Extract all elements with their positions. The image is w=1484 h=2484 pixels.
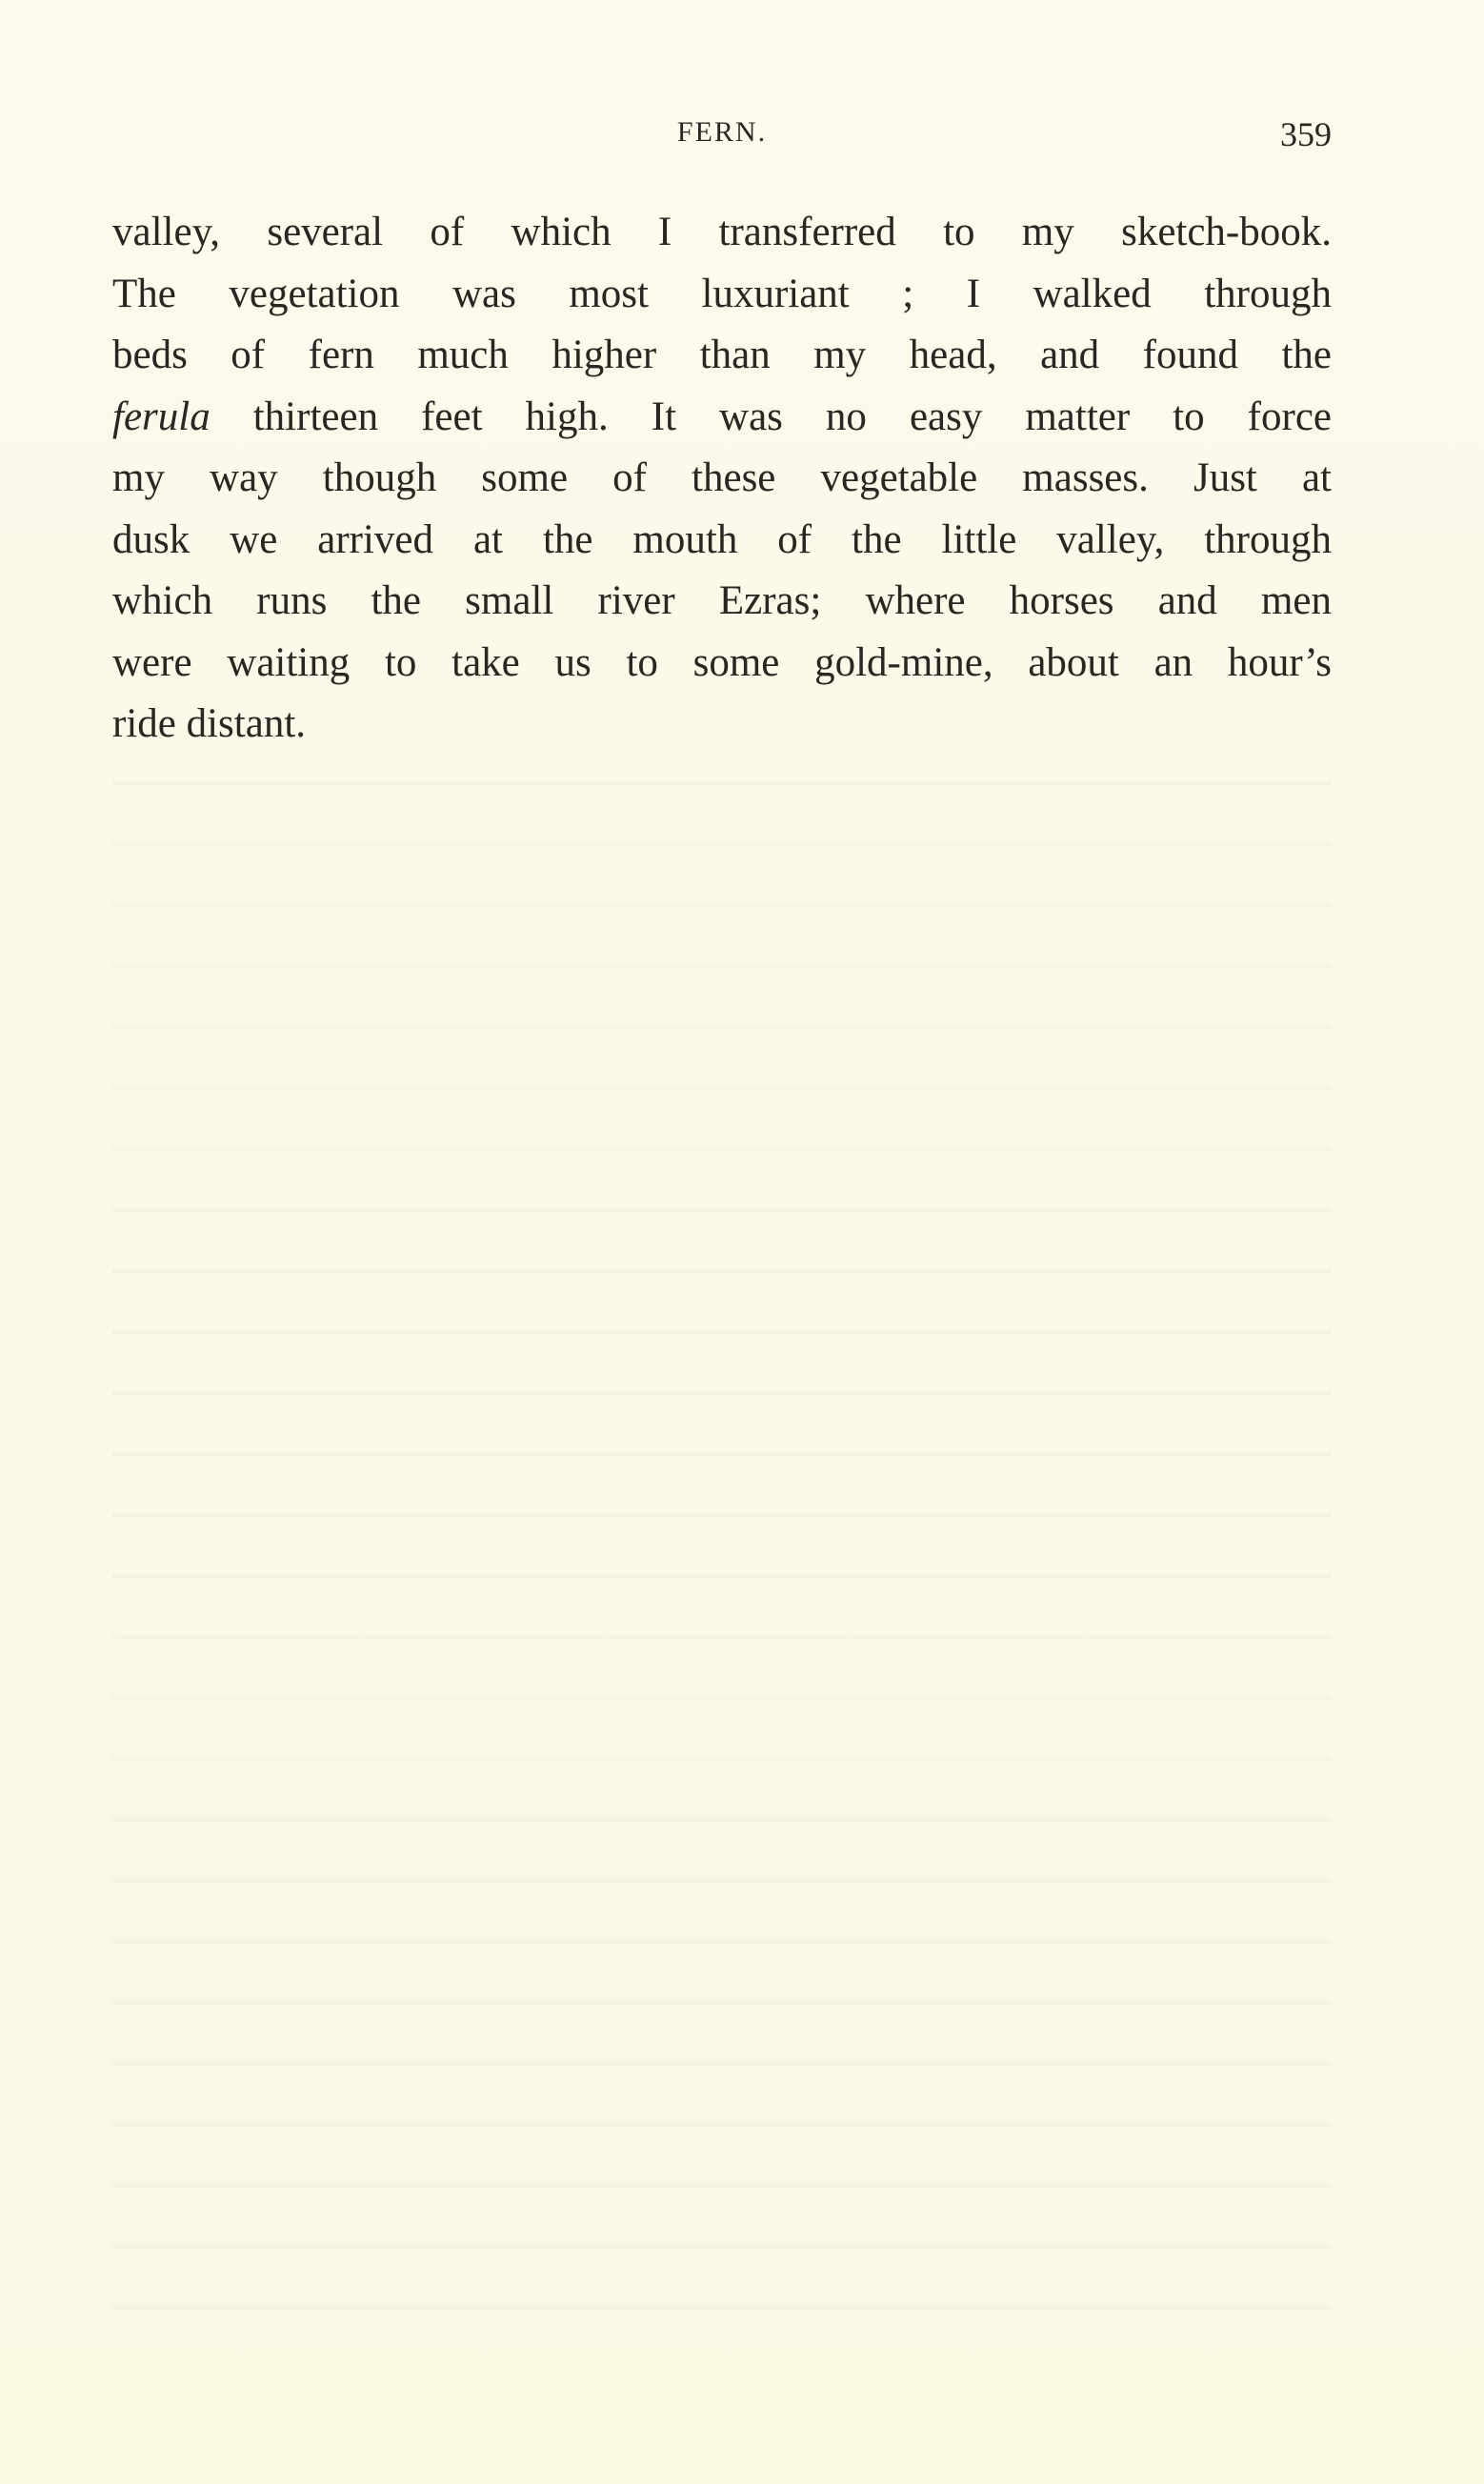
text-line: my way though some of these vegetable masses. Just at — [112, 455, 1332, 500]
text-line: were waiting to take us to some gold-mine, about an hour’s — [112, 639, 1332, 685]
italic-word: ferula — [112, 394, 211, 439]
text-line: The vegetation was most luxuriant ; I walked through — [112, 271, 1332, 316]
text-line — [112, 387, 1332, 449]
text-line: dusk we arrived at the mouth of the little valley, through — [112, 516, 1332, 562]
text-line: valley, several of which I transferred to my sketch-book. — [112, 210, 1332, 254]
page-number: 359 — [1280, 115, 1332, 153]
running-title: FERN. — [676, 116, 768, 148]
text-line: beds of fern much higher than my head, and found the — [112, 333, 1332, 377]
line-remainder: thirteen feet high. It was no easy matter to force — [210, 394, 1332, 439]
show-through-texture — [112, 743, 1332, 2363]
text-line: ride distant. — [112, 701, 307, 746]
running-head — [112, 116, 1332, 154]
body-paragraph — [112, 202, 1332, 756]
text-line: which runs the small river Ezras; where horses and men — [112, 578, 1332, 623]
